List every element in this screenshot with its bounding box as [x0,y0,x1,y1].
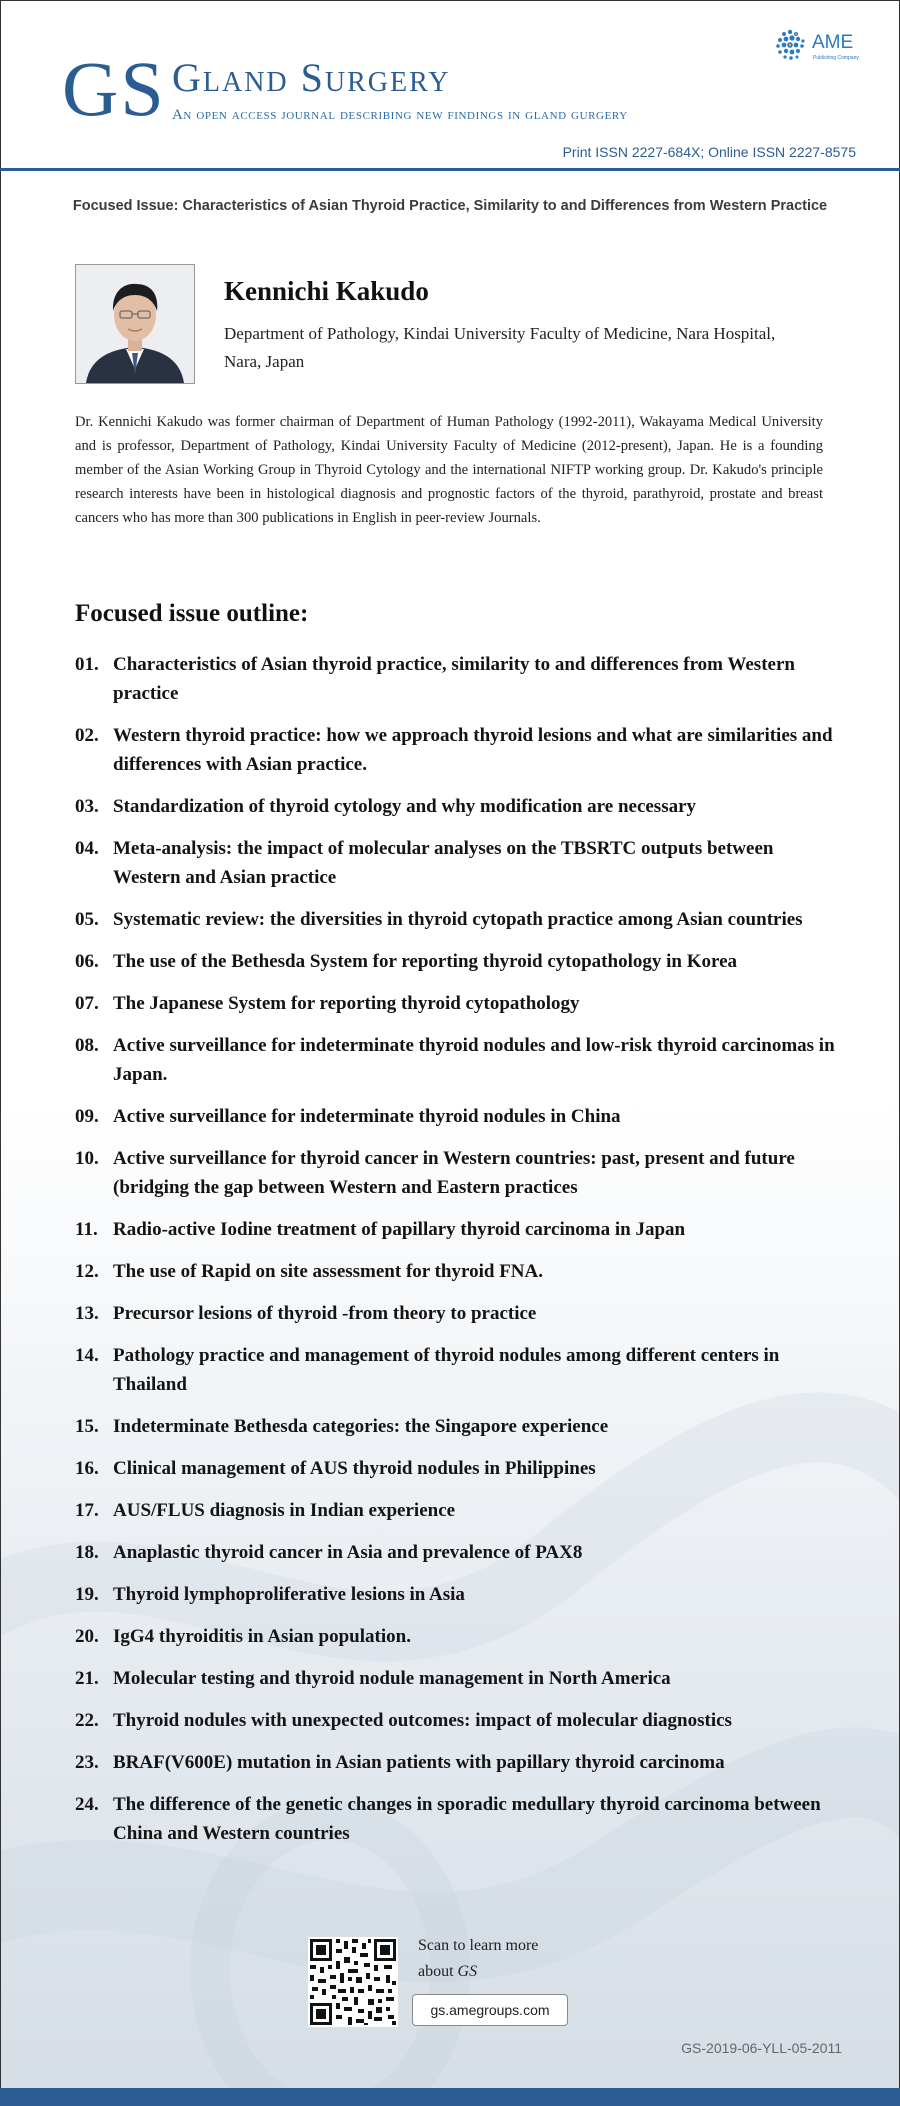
document-code: GS-2019-06-YLL-05-2011 [681,2040,842,2056]
outline-item-text: The Japanese System for reporting thyroid cytopathology [113,993,580,1014]
outline-item-number: 21. [75,1668,99,1689]
outline-item-text: The use of the Bethesda System for reporting thyroid cytopathology in Korea [113,951,738,972]
outline-item-text: Thyroid nodules with unexpected outcomes: impact of molecular diagnostics [113,1710,732,1731]
outline-item-text: Molecular testing and thyroid nodule management in North America [113,1668,671,1689]
outline-item [75,1454,835,1483]
outline-item-number: 12. [75,1261,99,1282]
author-name: Kennichi Kakudo [224,276,429,306]
outline-item-number: 03. [75,796,99,817]
outline-item-number: 08. [75,1035,99,1056]
outline-item [75,1496,835,1525]
outline-item-number: 07. [75,993,99,1014]
outline-item [75,1412,835,1441]
scan-prompt-line1: Scan to learn more [418,1937,539,1954]
outline-item-number: 10. [75,1148,99,1169]
publisher-subtitle: Publishing Company [813,55,859,61]
outline-item-number: 23. [75,1752,99,1773]
outline-item-text: AUS/FLUS diagnosis in Indian experience [113,1500,456,1521]
outline-item [75,792,835,821]
issn-line: Print ISSN 2227-684X; Online ISSN 2227-8575 [562,144,856,160]
outline-item-number: 02. [75,725,99,746]
outline-item [75,1215,835,1244]
outline-item [75,1538,835,1567]
outline-item-text: Characteristics of Asian thyroid practice, similarity to and differences from Western practice [113,654,795,704]
outline-item [75,1748,835,1777]
outline-item-text: Meta-analysis: the impact of molecular analyses on the TBSRTC outputs between Western and Asian practice [113,838,774,888]
outline-item [75,1664,835,1693]
outline-item [75,989,835,1018]
outline-item-text: The difference of the genetic changes in sporadic medullary thyroid carcinoma between China and Western countries [113,1794,821,1844]
outline-item [75,905,835,934]
outline-item-number: 06. [75,951,99,972]
journal-name: Gland Surgery [172,55,451,100]
outline-item-number: 19. [75,1584,99,1605]
outline-item [75,1144,835,1202]
outline-item-text: Pathology practice and management of thyroid nodules among different centers in Thailand [113,1345,780,1395]
outline-item-number: 22. [75,1710,99,1731]
outline-item-text: Active surveillance for indeterminate thyroid nodules and low-risk thyroid carcinomas in Japan. [113,1035,835,1085]
outline-item-text: Western thyroid practice: how we approach thyroid lesions and what are similarities and differences with Asian practice. [113,725,833,775]
outline-item-text: Precursor lesions of thyroid -from theory to practice [113,1303,537,1324]
outline-item [75,1622,835,1651]
outline-item-number: 01. [75,654,99,675]
outline-item-number: 05. [75,909,99,930]
outline-item-text: Active surveillance for thyroid cancer in Western countries: past, present and future (bridging the gap between Western and Eastern practices [113,1148,795,1198]
outline-list [75,650,835,1861]
author-bio: Dr. Kennichi Kakudo was former chairman of Department of Human Pathology (1992-2011), Wakayama Medical University and is professor, Department of Pathology, Kindai University Faculty of Medicine (2012-present), Japan. He is a founding member of the Asian Working Group in Thyroid Cytology and the international NIFTP working group. Dr. Kakudo's principle research interests have been in histological diagnosis and prognostic factors of the thyroid, parathyroid, prostate and breast cancers who has more than 300 publications in English in peer-review Journals. [75,414,823,526]
outline-item-text: IgG4 thyroiditis in Asian population. [113,1626,411,1647]
outline-item-number: 24. [75,1794,99,1815]
outline-item [75,1790,835,1848]
outline-item-text: Active surveillance for indeterminate thyroid nodules in China [113,1106,621,1127]
outline-item-text: Anaplastic thyroid cancer in Asia and prevalence of PAX8 [113,1542,583,1563]
outline-item [75,1031,835,1089]
outline-item [75,834,835,892]
journal-tagline: An open access journal describing new findings in gland gurgery [172,107,628,123]
qr-code-icon[interactable] [308,1937,398,2027]
publisher-name: AME [812,32,854,53]
outline-item-number: 09. [75,1106,99,1127]
outline-item [75,650,835,708]
outline-item-text: Thyroid lymphoproliferative lesions in Asia [113,1584,465,1605]
outline-item-number: 20. [75,1626,99,1647]
outline-item [75,1706,835,1735]
outline-item [75,1102,835,1131]
scan-prompt-line2 [418,1959,538,1985]
outline-item-number: 16. [75,1458,99,1479]
outline-item [75,947,835,976]
scan-prompt [418,1933,538,1985]
outline-heading: Focused issue outline: [75,600,309,627]
outline-item-text: Standardization of thyroid cytology and why modification are necessary [113,796,697,817]
author-photo [75,264,195,384]
outline-item-number: 11. [75,1219,98,1240]
outline-item-text: BRAF(V600E) mutation in Asian patients with papillary thyroid carcinoma [113,1752,725,1773]
outline-item [75,1341,835,1399]
journal-logo: GS [62,45,166,132]
footer-bar [0,2088,900,2106]
outline-item-text: Radio-active Iodine treatment of papillary thyroid carcinoma in Japan [113,1219,686,1240]
outline-item [75,1257,835,1286]
outline-item-number: 15. [75,1416,99,1437]
frame-top-border [0,0,900,1]
outline-item-number: 14. [75,1345,99,1366]
scan-prompt-prefix: about [418,1963,458,1980]
outline-item-number: 04. [75,838,99,859]
outline-item-number: 18. [75,1542,99,1563]
outline-item-text: Indeterminate Bethesda categories: the Singapore experience [113,1416,609,1437]
outline-item [75,1580,835,1609]
person-portrait-icon [76,265,194,383]
author-affiliation: Department of Pathology, Kindai University Faculty of Medicine, Nara Hospital, Nara, Japan [224,324,776,371]
outline-item-text: Clinical management of AUS thyroid nodules in Philippines [113,1458,596,1479]
header-divider [0,168,900,171]
outline-item-text: Systematic review: the diversities in thyroid cytopath practice among Asian countries [113,909,803,930]
focused-issue-title: Focused Issue: Characteristics of Asian Thyroid Practice, Similarity to and Differences from Western Practice [72,198,828,214]
outline-item [75,1299,835,1328]
journal-url-link[interactable]: gs.amegroups.com [412,1994,568,2026]
scan-prompt-journal: GS [457,1963,478,1980]
outline-item-number: 17. [75,1500,99,1521]
outline-item [75,721,835,779]
frame-left-border [0,0,1,2106]
outline-item-text: The use of Rapid on site assessment for thyroid FNA. [113,1261,543,1282]
outline-item-number: 13. [75,1303,99,1324]
